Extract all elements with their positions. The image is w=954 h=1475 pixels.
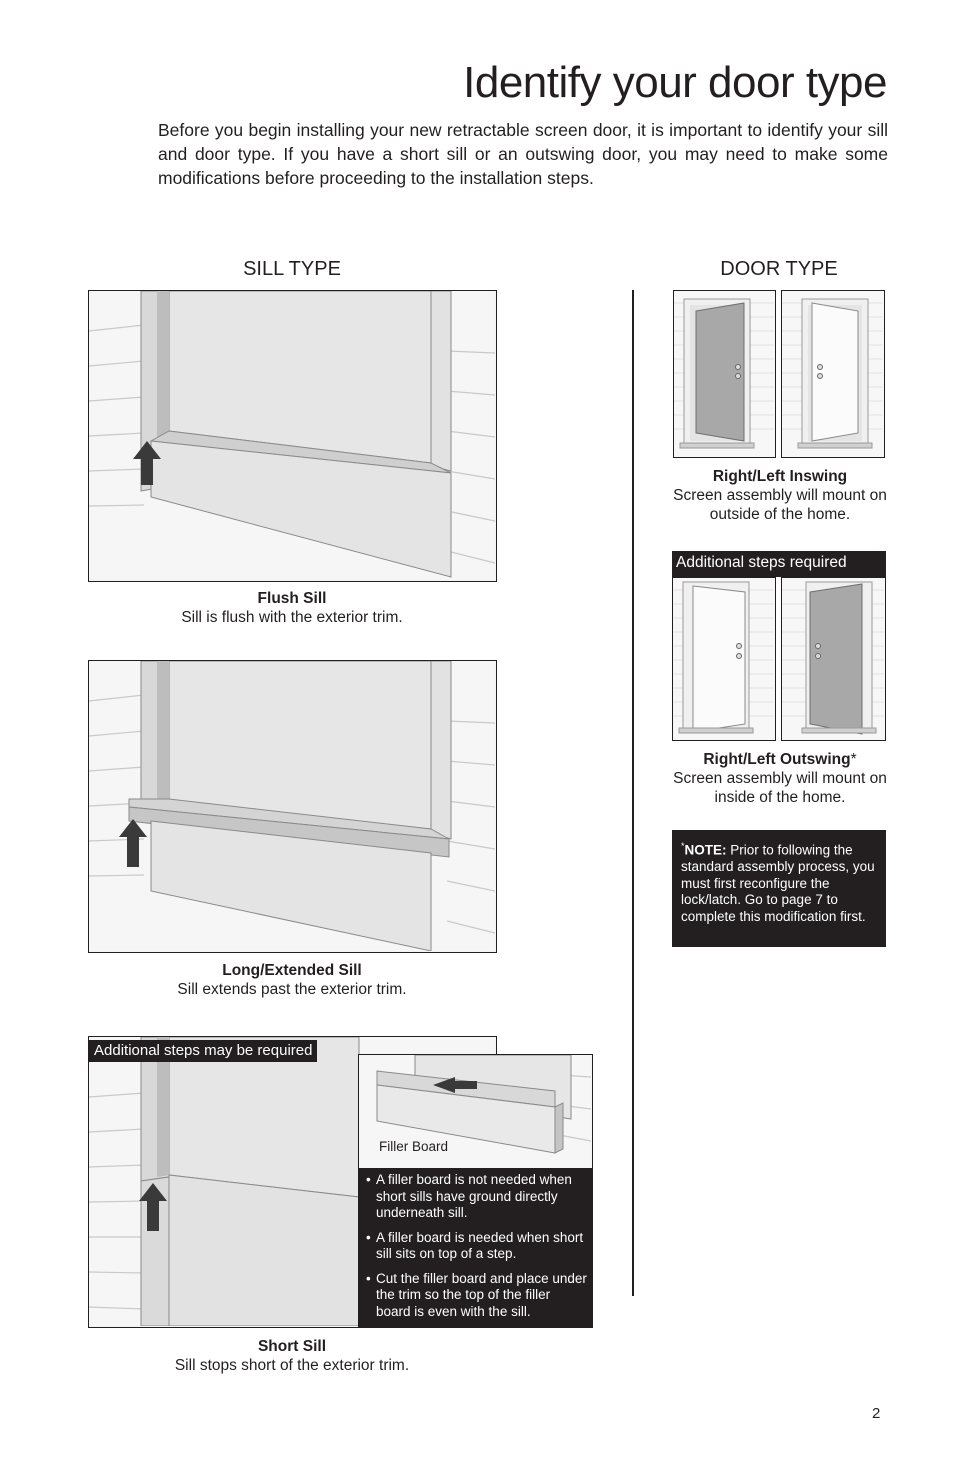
left-inswing-door-image (781, 290, 885, 458)
right-inswing-door-image (673, 290, 776, 458)
outswing-note-box (672, 830, 886, 947)
filler-board-illustration (358, 1054, 593, 1170)
sill-type-heading: SILL TYPE (243, 258, 341, 280)
note-label: NOTE: (684, 842, 727, 858)
long-sill-illustration (88, 660, 497, 953)
left-outswing-door-image (781, 577, 886, 741)
short-sill-desc: Sill stops short of the exterior trim. (174, 1357, 410, 1374)
page-title: Identify your door type (463, 58, 887, 107)
short-sill-name: Short Sill (257, 1338, 327, 1355)
inswing-name: Right/Left Inswing (712, 468, 848, 485)
column-divider (632, 290, 634, 1296)
note-asterisk: * (681, 841, 685, 851)
short-sill-caption (88, 1337, 496, 1375)
short-sill-banner: Additional steps may be required (89, 1040, 317, 1062)
page-number: 2 (872, 1405, 881, 1422)
short-sill-notes-list (362, 1172, 587, 1320)
right-outswing-door-image (672, 577, 776, 741)
long-sill-caption (88, 961, 496, 999)
inswing-caption (660, 467, 900, 524)
outswing-banner: Additional steps required (672, 551, 886, 577)
outswing-desc: Screen assembly will mount on inside of the home. (673, 770, 887, 806)
filler-board-label: Filler Board (379, 1139, 449, 1154)
door-type-heading: DOOR TYPE (720, 258, 838, 280)
outswing-name: Right/Left Outswing (703, 751, 851, 768)
flush-sill-desc: Sill is flush with the exterior trim. (181, 609, 403, 626)
short-sill-note: • A filler board is not needed when short sills have ground directly underneath sill. (362, 1172, 587, 1222)
short-sill-note: • A filler board is needed when short sill sits on top of a step. (362, 1230, 587, 1263)
inswing-desc: Screen assembly will mount on outside of the home. (673, 487, 887, 523)
intro-paragraph: Before you begin installing your new retractable screen door, it is important to identify your sill and door type. If you have a short sill or an outswing door, you may need to make some modifications before proceeding to the installation steps. (158, 120, 888, 188)
outswing-caption (660, 750, 900, 807)
short-sill-note: • Cut the filler board and place under the trim so the top of the filler board is even with the sill. (362, 1271, 587, 1321)
note-text: Prior to following the standard assembly process, you must first reconfigure the lock/latch. Go to page 7 to complete this modification first. (681, 842, 875, 924)
short-sill-notes-box (358, 1168, 593, 1328)
flush-sill-caption (88, 589, 496, 627)
flush-sill-illustration (88, 290, 497, 582)
flush-sill-name: Flush Sill (257, 590, 327, 607)
outswing-asterisk: * (850, 751, 857, 768)
long-sill-name: Long/Extended Sill (222, 962, 362, 979)
long-sill-desc: Sill extends past the exterior trim. (177, 981, 407, 998)
